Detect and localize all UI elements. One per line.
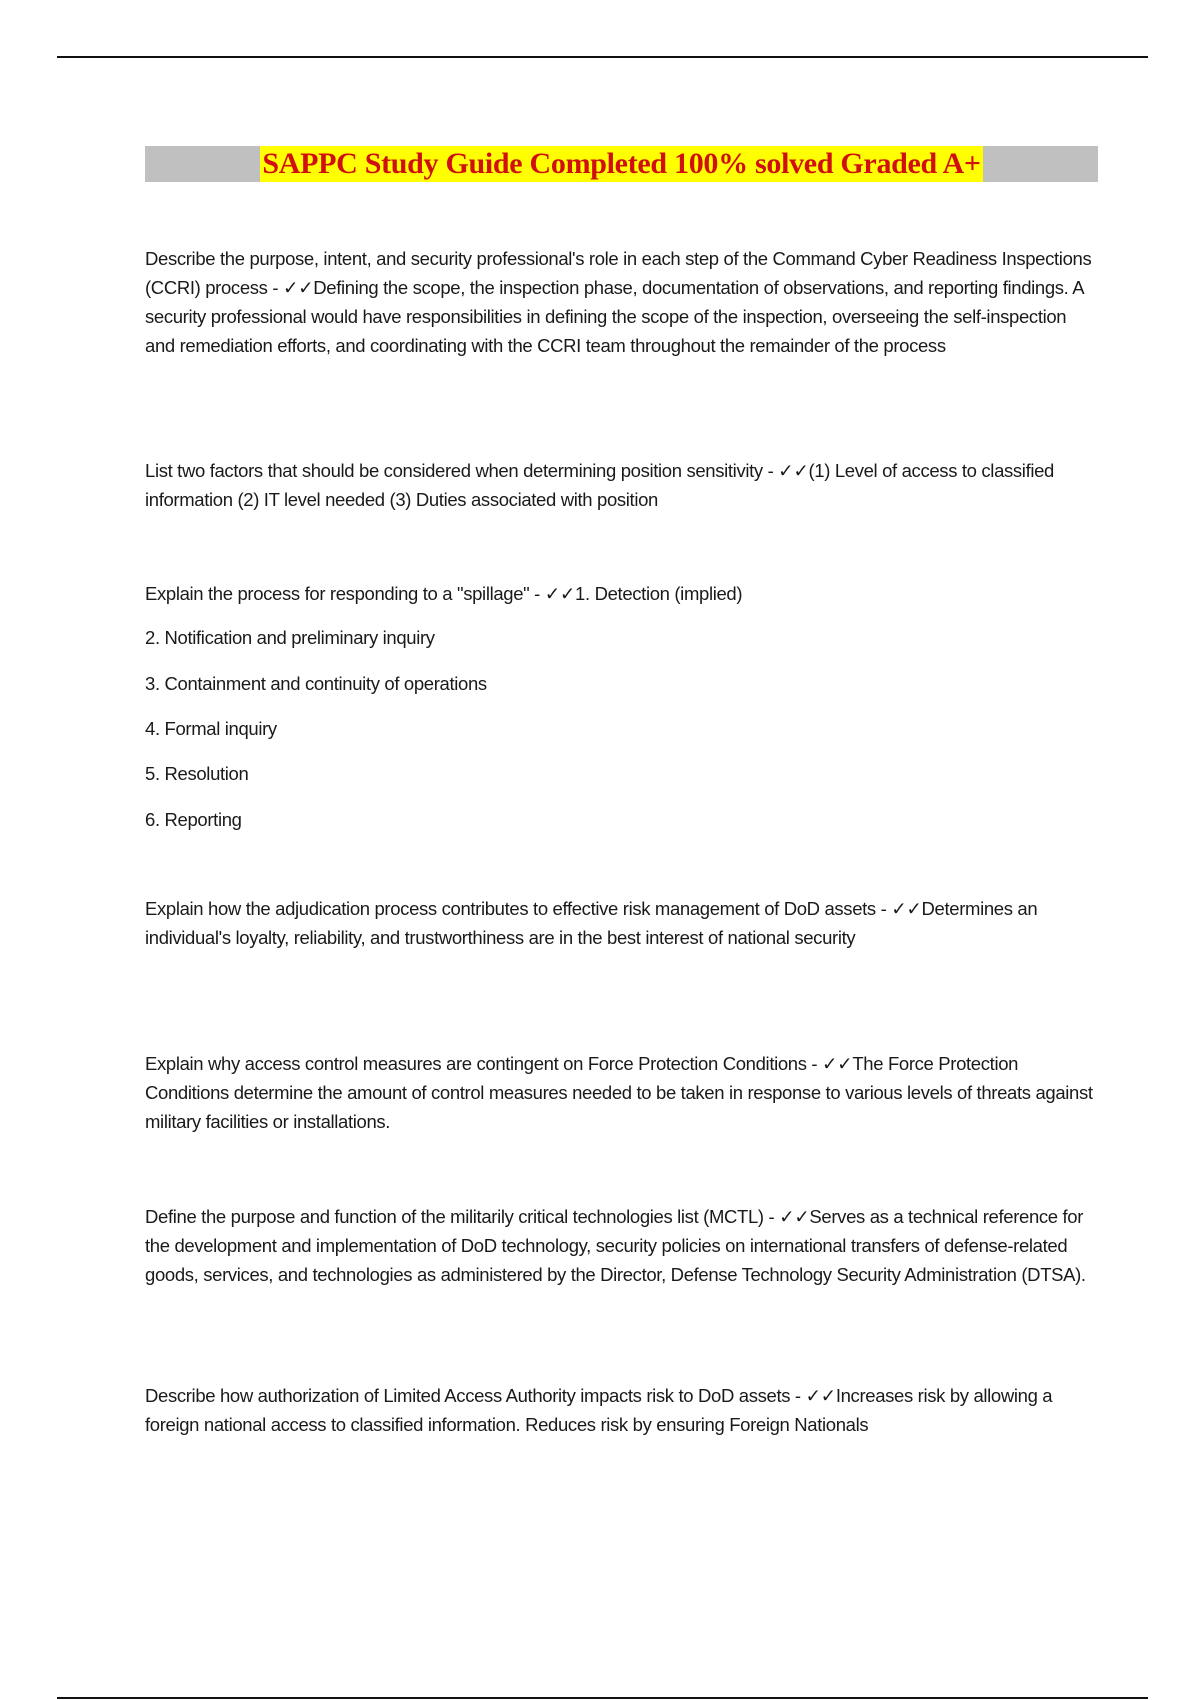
- document-title: SAPPC Study Guide Completed 100% solved Graded A+: [262, 147, 981, 180]
- qa-entry: List two factors that should be considered when determining position sensitivity - ✓✓(1) Level of access to classified information (2) IT level needed (3) Duties associated with position: [145, 460, 1054, 510]
- header-rule: [57, 56, 1148, 58]
- qa-entry: Explain the process for responding to a "spillage" - ✓✓1. Detection (implied): [145, 583, 743, 604]
- title-banner: [145, 146, 1098, 182]
- list-item: 3. Containment and continuity of operations: [145, 673, 487, 694]
- list-item: 2. Notification and preliminary inquiry: [145, 627, 435, 648]
- qa-entry: Explain how the adjudication process contributes to effective risk management of DoD assets - ✓✓Determines an individual's loyalty, reliability, and trustworthiness are in the best interest of national security: [145, 898, 1038, 948]
- qa-entry: Define the purpose and function of the militarily critical technologies list (MCTL) - ✓✓Serves as a technical reference for the development and implementation of DoD technology, security policies on international transfers of defense-related goods, services, and technologies as administered by the Director, Defense Technology Security Administration (DTSA).: [145, 1206, 1086, 1285]
- list-item: 4. Formal inquiry: [145, 718, 277, 739]
- qa-entry: Describe how authorization of Limited Access Authority impacts risk to DoD assets - ✓✓Increases risk by allowing a foreign national access to classified information. Reduces risk by ensuring Foreign Nationals: [145, 1385, 1053, 1435]
- qa-entry: Describe the purpose, intent, and security professional's role in each step of the Command Cyber Readiness Inspections (CCRI) process - ✓✓Defining the scope, the inspection phase, documentation of observations, and reporting findings. A security professional would have responsibilities in defining the scope of the inspection, overseeing the self-inspection and remediation efforts, and coordinating with the CCRI team throughout the remainder of the process: [145, 248, 1092, 356]
- footer-rule: [57, 1697, 1148, 1699]
- qa-entry: Explain why access control measures are contingent on Force Protection Conditions - ✓✓The Force Protection Conditions determine the amount of control measures needed to be taken in response to various levels of threats against military facilities or installations.: [145, 1053, 1093, 1132]
- list-item: 6. Reporting: [145, 809, 242, 830]
- list-item: 5. Resolution: [145, 763, 249, 784]
